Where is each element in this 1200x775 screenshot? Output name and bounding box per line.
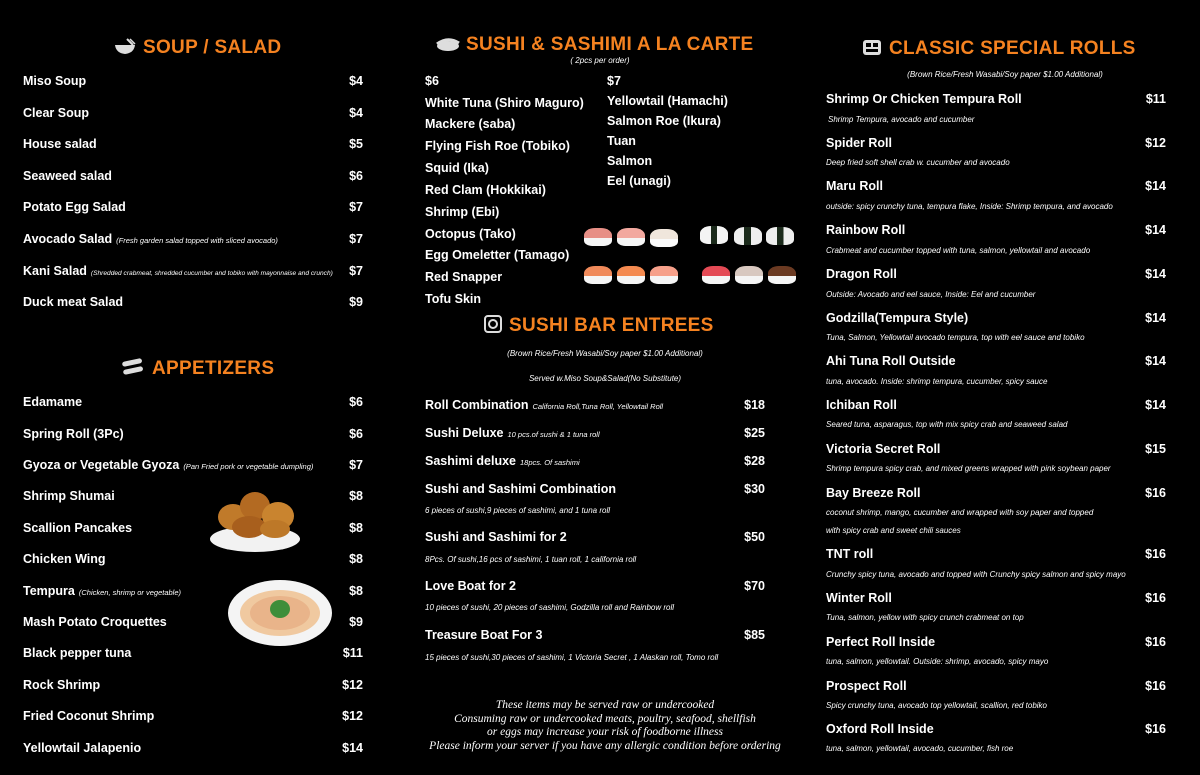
list-item: Chicken Wing $8 bbox=[23, 552, 363, 566]
list-item: Sashimi deluxe 18pcs. Of sashimi $28 bbox=[425, 454, 765, 468]
nigiri-icon bbox=[436, 36, 460, 55]
bento-box-icon bbox=[861, 37, 883, 60]
list-item: Perfect Roll Inside $16 bbox=[826, 635, 1166, 649]
item-description: tuna, salmon, yellowtail, avocado, cucumber, fish roe bbox=[826, 744, 1014, 753]
disclaimer-line: or eggs may increase your risk of foodborne illness bbox=[487, 726, 723, 738]
fried-chicken-photo bbox=[208, 486, 302, 554]
sushi-sashimi-heading: SUSHI & SASHIMI A LA CARTE bbox=[436, 34, 754, 56]
list-item: Red Clam (Hokkikai) bbox=[425, 183, 546, 197]
list-item: Ahi Tuna Roll Outside $14 bbox=[826, 354, 1166, 368]
item-description: Deep fried soft shell crab w. cucumber and avocado bbox=[826, 158, 1010, 167]
item-description: Spicy crunchy tuna, avocado top yellowtail, scallion, red tobiko bbox=[826, 701, 1048, 710]
item-description: 6 pieces of sushi,9 pieces of sashimi, and 1 tuna roll bbox=[425, 506, 610, 515]
soup-bowl-icon bbox=[113, 38, 137, 59]
list-item: Scallion Pancakes $8 bbox=[23, 521, 363, 535]
list-item: Shrimp (Ebi) bbox=[425, 205, 500, 219]
list-item: Clear Soup $4 bbox=[23, 106, 363, 120]
list-item: Eel (unagi) bbox=[607, 174, 671, 188]
list-item: Spring Roll (3Pc) $6 bbox=[23, 427, 363, 441]
sushi-sashimi-subtitle: ( 2pcs per order) bbox=[570, 56, 630, 65]
item-description: Crabmeat and cucumber topped with tuna, salmon, yellowtail and avocado bbox=[826, 246, 1091, 255]
list-item: Sushi and Sashimi Combination $30 bbox=[425, 482, 765, 496]
spring-roll-icon bbox=[120, 357, 146, 380]
price-group-7: $7 bbox=[607, 74, 621, 88]
list-item: Roll Combination California Roll,Tuna Roll, Yellowtail Roll $18 bbox=[425, 398, 765, 412]
list-item: Kani Salad (Shredded crabmeat, shredded cucumber and tobiko with mayonnaise and crunch) $7 bbox=[23, 264, 363, 278]
tuna-tataki-photo bbox=[228, 580, 332, 646]
list-item: Octopus (Tako) bbox=[425, 227, 516, 241]
list-item: Shrimp Or Chicken Tempura Roll $11 bbox=[826, 92, 1166, 106]
list-item: Yellowtail Jalapenio $14 bbox=[23, 741, 363, 755]
list-item: Salmon bbox=[607, 154, 653, 168]
list-item: Fried Coconut Shrimp $12 bbox=[23, 709, 363, 723]
item-description: 15 pieces of sushi,30 pieces of sashimi, 1 Victoria Secret , 1 Alaskan roll, Tomo roll bbox=[425, 653, 719, 662]
disclaimer-line: Please inform your server if you have any allergic condition before ordering bbox=[429, 739, 781, 752]
sushi-bar-heading: SUSHI BAR ENTREES bbox=[483, 314, 714, 337]
item-description: Outside: Avocado and eel sauce, Inside: Eel and cucumber bbox=[826, 290, 1036, 299]
list-item: Dragon Roll $14 bbox=[826, 267, 1166, 281]
list-item: Potato Egg Salad $7 bbox=[23, 200, 363, 214]
item-description: Seared tuna, asparagus, top with mix spicy crab and seaweed salad bbox=[826, 420, 1068, 429]
classic-rolls-note: (Brown Rice/Fresh Wasabi/Soy paper $1.00 Additional) bbox=[907, 70, 1103, 79]
item-description: outside: spicy crunchy tuna, tempura flake, Inside: Shrimp tempura, and avocado bbox=[826, 202, 1113, 211]
list-item: Love Boat for 2 $70 bbox=[425, 579, 765, 593]
allergy-disclaimer bbox=[400, 699, 810, 753]
item-description: Tuna, salmon, yellow with spicy crunch crabmeat on top bbox=[826, 613, 1024, 622]
classic-rolls-heading: CLASSIC SPECIAL ROLLS bbox=[861, 37, 1136, 60]
item-description: Tuna, Salmon, Yellowtail avocado tempura, top with eel sauce and tobiko bbox=[826, 333, 1085, 342]
list-item: Tempura (Chicken, shrimp or vegetable) $8 bbox=[23, 584, 363, 598]
list-item: Treasure Boat For 3 $85 bbox=[425, 628, 765, 642]
list-item: Victoria Secret Roll $15 bbox=[826, 442, 1166, 456]
price-group-6: $6 bbox=[425, 74, 439, 88]
list-item: Mash Potato Croquettes $9 bbox=[23, 615, 363, 629]
list-item: Red Snapper bbox=[425, 270, 503, 284]
soup-salad-heading: SOUP / SALAD bbox=[113, 37, 281, 59]
item-description: tuna, salmon, yellowtail. Outside: shrimp, avocado, spicy mayo bbox=[826, 657, 1049, 666]
list-item: Egg Omeletter (Tamago) bbox=[425, 248, 570, 262]
disclaimer-line: These items may be served raw or undercooked bbox=[495, 699, 715, 711]
list-item: Duck meat Salad $9 bbox=[23, 295, 363, 309]
item-description: tuna, avocado. Inside: shrimp tempura, cucumber, spicy sauce bbox=[826, 377, 1048, 386]
list-item: Winter Roll $16 bbox=[826, 591, 1166, 605]
item-description: Crunchy spicy tuna, avocado and topped with Crunchy spicy salmon and spicy mayo bbox=[826, 570, 1126, 579]
list-item: Prospect Roll $16 bbox=[826, 679, 1166, 693]
list-item: White Tuna (Shiro Maguro) bbox=[425, 96, 584, 110]
list-item: Godzilla(Tempura Style) $14 bbox=[826, 311, 1166, 325]
list-item: Miso Soup $4 bbox=[23, 74, 363, 88]
list-item: Salmon Roe (Ikura) bbox=[607, 114, 721, 128]
sushi-roll-icon bbox=[483, 314, 503, 337]
list-item: Rainbow Roll $14 bbox=[826, 223, 1166, 237]
item-description: 8Pcs. Of sushi,16 pcs of sashimi, 1 tuan roll, 1 california roll bbox=[425, 555, 637, 564]
list-item: Shrimp Shumai $8 bbox=[23, 489, 363, 503]
list-item: Mackere (saba) bbox=[425, 117, 516, 131]
item-description: with spicy crab and sweet chili sauces bbox=[826, 526, 961, 535]
list-item: Gyoza or Vegetable Gyoza (Pan Fried pork or vegetable dumpling) $7 bbox=[23, 458, 363, 472]
list-item: Avocado Salad (Fresh garden salad topped with sliced avocado) $7 bbox=[23, 232, 363, 246]
list-item: Sushi Deluxe 10 pcs.of sushi & 1 tuna roll $25 bbox=[425, 426, 765, 440]
list-item: Ichiban Roll $14 bbox=[826, 398, 1166, 412]
list-item: Oxford Roll Inside $16 bbox=[826, 722, 1166, 736]
list-item: Spider Roll $12 bbox=[826, 136, 1166, 150]
item-description: coconut shrimp, mango, cucumber and wrapped with soy paper and topped bbox=[826, 508, 1094, 517]
item-description: Shrimp Tempura, avocado and cucumber bbox=[828, 115, 975, 124]
list-item: Seaweed salad $6 bbox=[23, 169, 363, 183]
list-item: TNT roll $16 bbox=[826, 547, 1166, 561]
list-item: Flying Fish Roe (Tobiko) bbox=[425, 139, 570, 153]
disclaimer-line: Consuming raw or undercooked meats, poultry, seafood, shellfish bbox=[454, 712, 756, 725]
appetizers-heading: APPETIZERS bbox=[120, 357, 274, 380]
list-item: Rock Shrimp $12 bbox=[23, 678, 363, 692]
list-item: Bay Breeze Roll $16 bbox=[826, 486, 1166, 500]
item-description: Shrimp tempura spicy crab, and mixed greens wrapped with pink soybean paper bbox=[826, 464, 1111, 473]
list-item: Sushi and Sashimi for 2 $50 bbox=[425, 530, 765, 544]
list-item: Yellowtail (Hamachi) bbox=[607, 94, 728, 108]
sushi-bar-served: Served w.Miso Soup&Salad(No Substitute) bbox=[528, 374, 682, 383]
sushi-bar-note: (Brown Rice/Fresh Wasabi/Soy paper $1.00 Additional) bbox=[507, 349, 703, 358]
list-item: Edamame $6 bbox=[23, 395, 363, 409]
list-item: Tofu Skin bbox=[425, 292, 482, 306]
list-item: Black pepper tuna $11 bbox=[23, 646, 363, 660]
list-item: House salad $5 bbox=[23, 137, 363, 151]
item-description: 10 pieces of sushi, 20 pieces of sashimi, Godzilla roll and Rainbow roll bbox=[425, 603, 675, 612]
list-item: Squid (Ika) bbox=[425, 161, 489, 175]
list-item: Maru Roll $14 bbox=[826, 179, 1166, 193]
list-item: Tuan bbox=[607, 134, 636, 148]
